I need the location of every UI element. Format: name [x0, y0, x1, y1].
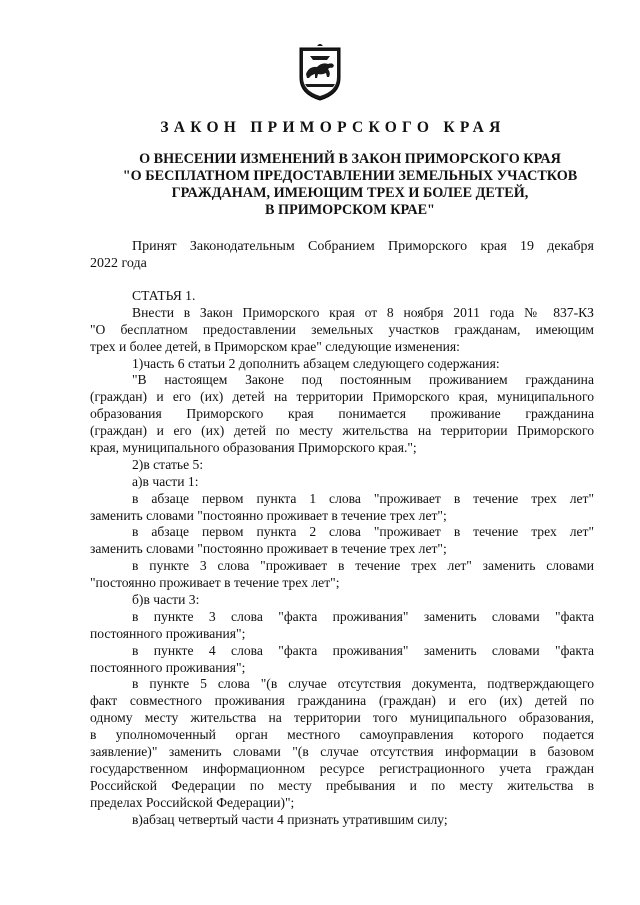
text-line: "О бесплатном предоставлении земельных участков гражданам, имеющим [90, 321, 594, 337]
text-line: а)в части 1: [132, 473, 199, 489]
text-line: края, муниципального образования Приморского края."; [90, 440, 417, 456]
text-line: Внести в Закон Приморского края от 8 ноября 2011 года № 837-КЗ [132, 304, 594, 320]
text-line: одному месту жительства на территории того муниципального образования, [90, 710, 594, 726]
adoption-note [90, 238, 594, 272]
text-line: в пункте 3 слова "проживает в течение трех лет" заменить словами [132, 558, 594, 574]
text-line: в абзаце первом пункта 2 слова "проживает в течение трех лет" [132, 524, 594, 540]
text-line: б)в части 3: [132, 592, 200, 608]
text-line: в пункте 3 слова "факта проживания" заменить словами "факта [132, 608, 594, 624]
text-line: 2)в статье 5: [132, 456, 204, 472]
article-heading: СТАТЬЯ 1. [132, 288, 196, 303]
coat-of-arms-icon [297, 44, 343, 102]
text-line: трех и более детей, в Приморском крае" следующие изменения: [90, 338, 460, 354]
subtitle-line: ГРАЖДАНАМ, ИМЕЮЩИМ ТРЕХ И БОЛЕЕ ДЕТЕЙ, [171, 185, 529, 201]
text-line: в пункте 5 слова "(в случае отсутствия документа, подтверждающего [132, 676, 594, 692]
text-line: "постоянно проживает в течение трех лет"; [90, 575, 340, 591]
text-line: государственном информационном ресурсе регистрационного учета граждан [90, 760, 594, 776]
text-line: факт совместного проживания гражданина (граждан) и его (их) детей по [90, 693, 594, 709]
text-line: Российской Федерации по месту пребывания и по месту жительства в [90, 777, 594, 793]
text-line: в)абзац четвертый части 4 признать утратившим силу; [132, 811, 448, 827]
subtitle-line: О ВНЕСЕНИИ ИЗМЕНЕНИЙ В ЗАКОН ПРИМОРСКОГО КРАЯ [139, 151, 561, 167]
adoption-line: Принят Законодательным Собранием Приморского края 19 декабря [132, 239, 594, 254]
adoption-line: 2022 года [90, 256, 147, 271]
text-line: пределах Российской Федерации)"; [90, 794, 295, 810]
text-line: (граждан) и его (их) детей по месту жительства на территории Приморского [90, 423, 594, 439]
subtitle-line: "О БЕСПЛАТНОМ ПРЕДОСТАВЛЕНИИ ЗЕМЕЛЬНЫХ УЧАСТКОВ [122, 168, 578, 184]
text-line: в пункте 4 слова "факта проживания" заменить словами "факта [132, 642, 594, 658]
text-line: в абзаце первом пункта 1 слова "проживает в течение трех лет" [132, 490, 594, 506]
subtitle-line: В ПРИМОРСКОМ КРАЕ" [265, 202, 435, 218]
text-line: постоянного проживания"; [90, 659, 246, 675]
article-body [90, 288, 594, 829]
text-line: заявление)" заменить словами "(в случае отсутствия информации в базовом [90, 744, 594, 760]
text-line: (граждан) и его (их) детей на территории Приморского края, муниципального [90, 389, 594, 405]
text-line: 1)часть 6 статьи 2 дополнить абзацем следующего содержания: [132, 355, 500, 371]
text-line: образования Приморского края понимается проживание гражданина [90, 406, 594, 422]
text-line: заменить словами "постоянно проживает в течение трех лет"; [90, 507, 447, 523]
text-line: в уполномоченный орган местного самоуправления которого подается [90, 727, 594, 743]
text-line: "В настоящем Законе под постоянным проживанием гражданина [132, 372, 594, 388]
law-title: ЗАКОН ПРИМОРСКОГО КРАЯ [160, 119, 506, 136]
text-line: постоянного проживания"; [90, 625, 246, 641]
law-subtitle [60, 151, 640, 219]
text-line: заменить словами "постоянно проживает в течение трех лет"; [90, 541, 447, 557]
